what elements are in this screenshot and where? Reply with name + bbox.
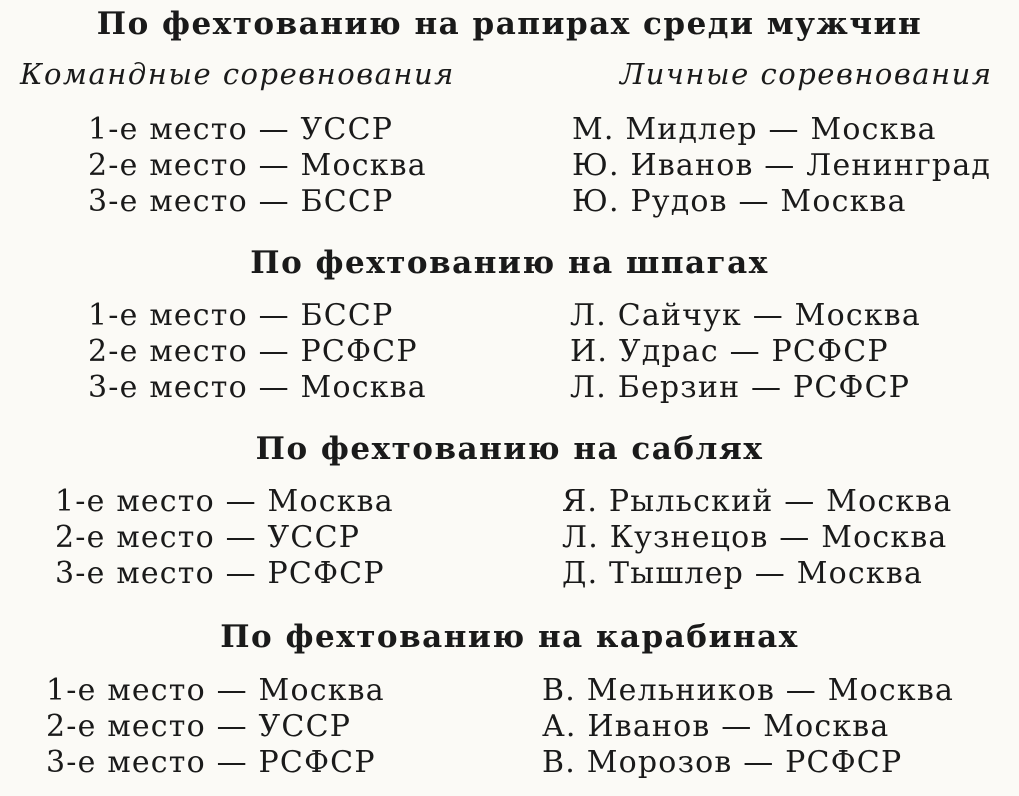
result-line: 3-е место — РСФСР	[55, 556, 385, 591]
result-line: 1-е место — Москва	[46, 673, 385, 708]
result-line: 2-е место — УССР	[46, 709, 352, 744]
result-line: В. Мельников — Москва	[542, 673, 955, 708]
result-line: 2-е место — УССР	[55, 520, 361, 555]
result-line: И. Удрас — РСФСР	[570, 334, 889, 369]
section-title-foil: По фехтованию на рапирах среди мужчин	[96, 6, 923, 42]
result-line: В. Морозов — РСФСР	[542, 745, 903, 780]
result-line: 2-е место — РСФСР	[88, 334, 418, 369]
result-line: 1-е место — Москва	[55, 484, 394, 519]
result-line: 1-е место — УССР	[88, 112, 394, 147]
foil-individual-results	[572, 112, 991, 220]
epee-individual-results	[570, 298, 921, 406]
result-line: Ю. Иванов — Ленинград	[572, 148, 992, 183]
epee-team-results	[88, 298, 427, 406]
individual-competitions-header: Личные соревнования	[620, 57, 993, 91]
result-line: 3-е место — БССР	[88, 184, 394, 219]
result-line: 1-е место — БССР	[88, 298, 394, 333]
team-competitions-header: Командные соревнования	[20, 57, 455, 91]
result-line: Л. Сайчук — Москва	[570, 298, 921, 333]
carbine-team-results	[46, 673, 385, 781]
sabre-individual-results	[562, 484, 952, 592]
carbine-individual-results	[542, 673, 954, 781]
section-title-sabre: По фехтованию на саблях	[255, 431, 764, 467]
result-line: Л. Кузнецов — Москва	[562, 520, 948, 555]
foil-team-results	[88, 112, 427, 220]
result-line: Д. Тышлер — Москва	[562, 556, 924, 591]
section-title-epee: По фехтованию на шпагах	[250, 245, 769, 281]
section-title-carbine: По фехтованию на карабинах	[220, 619, 799, 655]
result-line: Ю. Рудов — Москва	[572, 184, 907, 219]
result-line: Л. Берзин — РСФСР	[570, 370, 911, 405]
result-line: М. Мидлер — Москва	[572, 112, 937, 147]
result-line: Я. Рыльский — Москва	[562, 484, 953, 519]
sabre-team-results	[55, 484, 394, 592]
result-line: 3-е место — Москва	[88, 370, 427, 405]
result-line: 3-е место — РСФСР	[46, 745, 376, 780]
result-line: А. Иванов — Москва	[542, 709, 890, 744]
result-line: 2-е место — Москва	[88, 148, 427, 183]
